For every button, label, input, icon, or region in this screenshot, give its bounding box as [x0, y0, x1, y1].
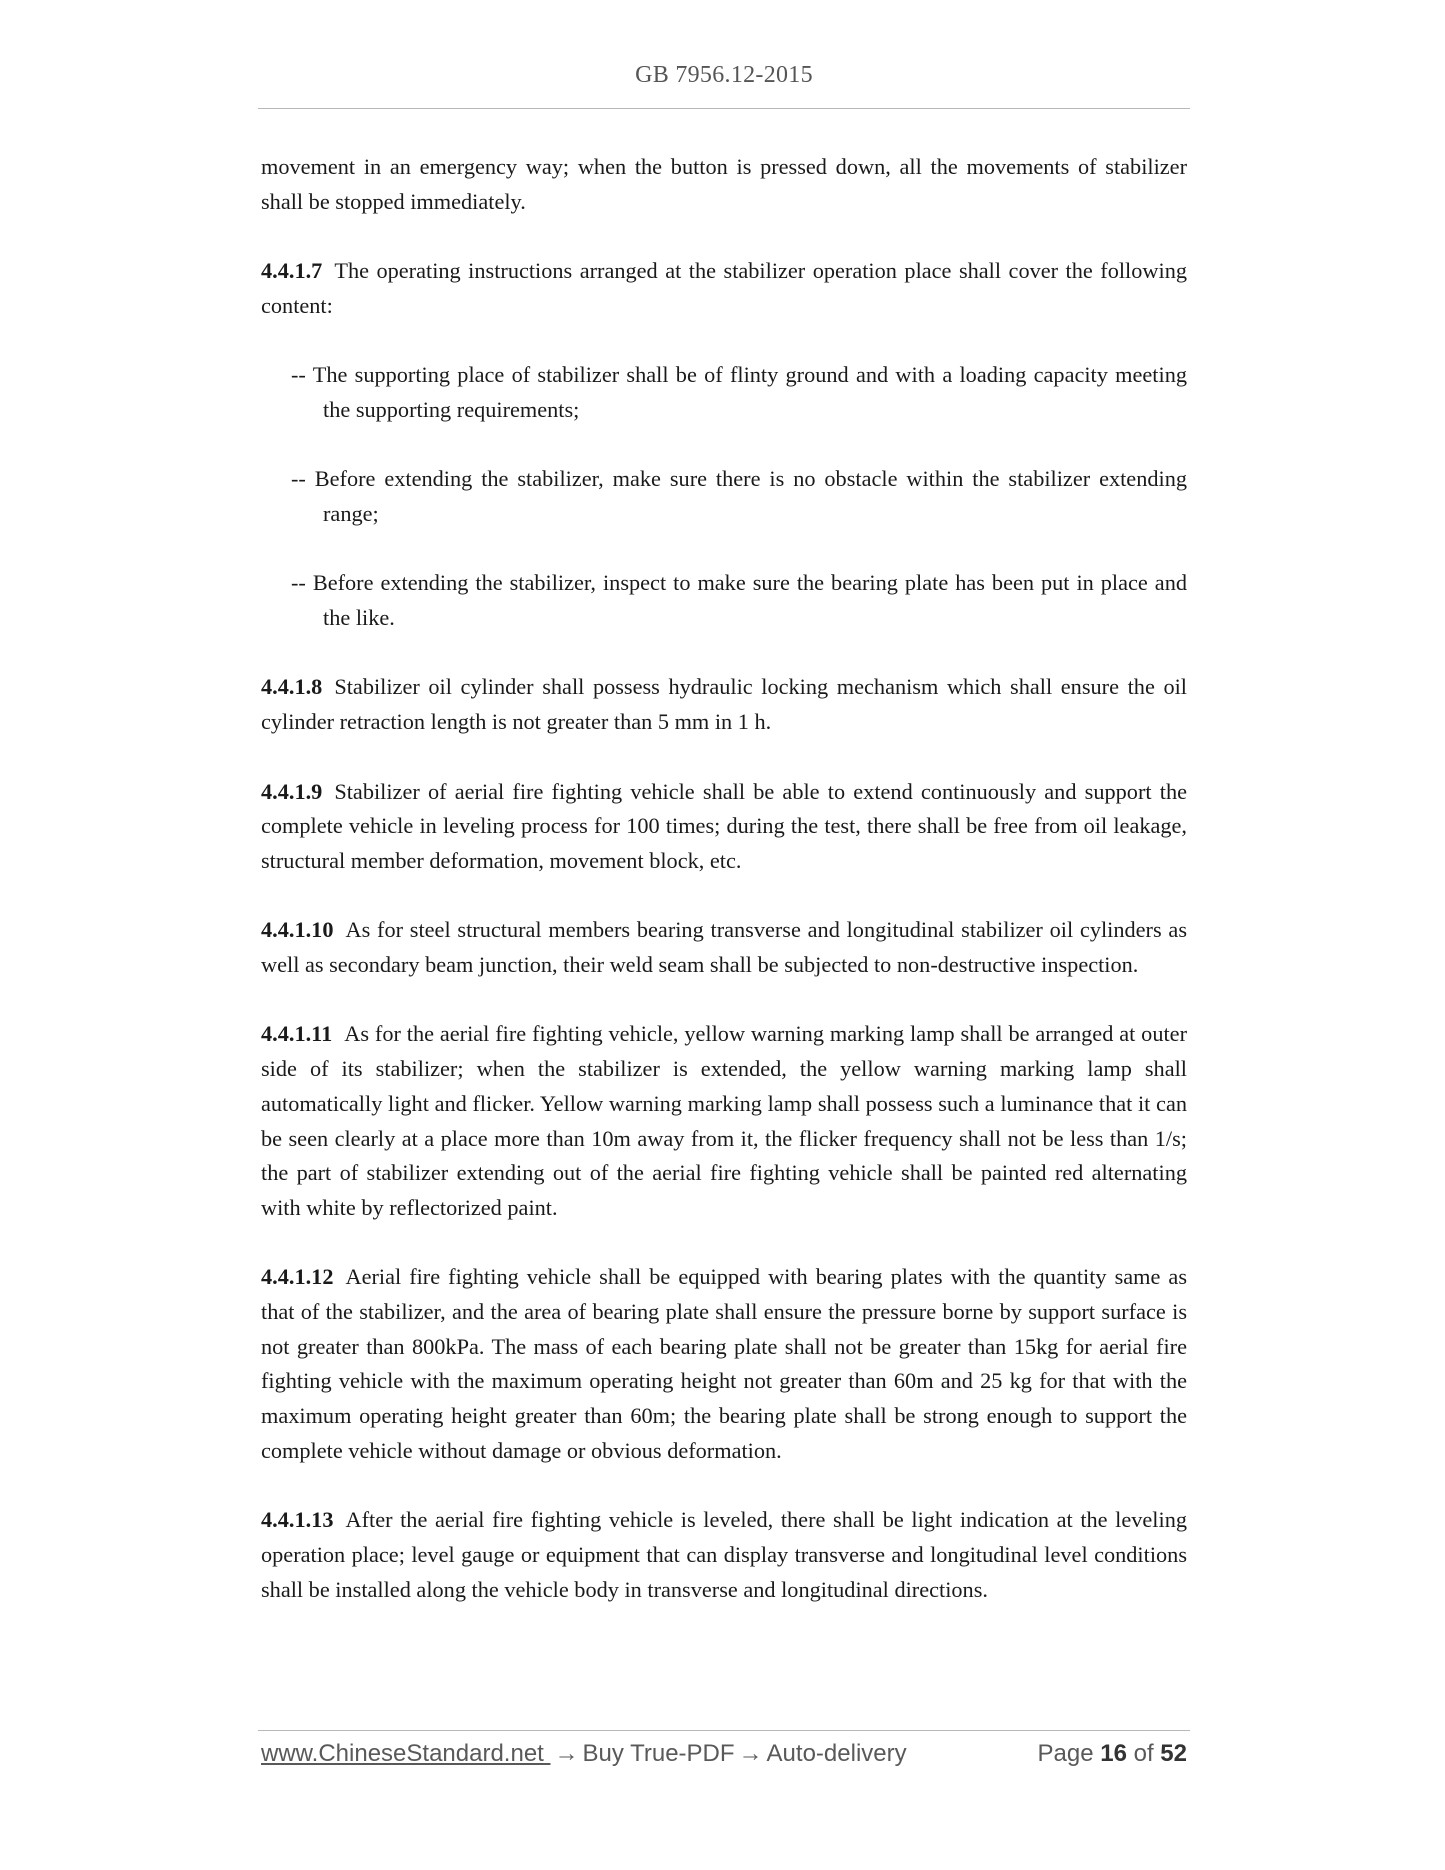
clause-number: 4.4.1.11: [261, 1021, 333, 1047]
clause-4-4-1-10: [261, 913, 1187, 982]
bullet-item: -- Before extending the stabilizer, make sure there is no obstacle within the stabilizer extending range;: [291, 466, 1187, 526]
page-indicator: [1038, 1740, 1188, 1768]
bullet-item: -- The supporting place of stabilizer shall be of flinty ground and with a loading capacity meeting the supporting requirements;: [291, 362, 1187, 422]
clause-4-4-1-7: [261, 254, 1187, 323]
header-divider: [258, 108, 1190, 109]
clause-text: Stabilizer oil cylinder shall possess hydraulic locking mechanism which shall ensure the oil cylinder retraction length is not greater than 5 mm in 1 h.: [261, 674, 1187, 735]
clause-number: 4.4.1.13: [261, 1507, 334, 1533]
clause-4-4-1-12: [261, 1260, 1187, 1468]
clause-text: After the aerial fire fighting vehicle is leveled, there shall be light indication at the leveling operation place; level gauge or equipment that can display transverse and longitudinal level conditions shall be installed along the vehicle body in transverse and longitudinal directions.: [261, 1507, 1187, 1602]
clause-text: Stabilizer of aerial fire fighting vehicle shall be able to extend continuously and support the complete vehicle in leveling process for 100 times; during the test, there shall be free from oil leakage, structural member deformation, movement block, etc.: [261, 778, 1187, 873]
document-header: [258, 62, 1190, 89]
clause-text: Aerial fire fighting vehicle shall be equipped with bearing plates with the quantity same as that of the stabilizer, and the area of bearing plate shall ensure the pressure borne by support surface is not greater than 800kPa. The mass of each bearing plate shall not be greater than 15kg for aerial fire fighting vehicle with the maximum operating height not greater than 60m and 25 kg for that with the maximum operating height greater than 60m; the bearing plate shall be strong enough to support the complete vehicle without damage or obvious deformation.: [261, 1264, 1187, 1463]
clause-number: 4.4.1.7: [261, 258, 323, 284]
footer-divider: [258, 1730, 1190, 1731]
clause-text: As for the aerial fire fighting vehicle, yellow warning marking lamp shall be arranged at outer side of its stabilizer; when the stabilizer is extended, the yellow warning marking lamp shall automatically light and flicker. Yellow warning marking lamp shall possess such a luminance that it can be seen clearly at a place more than 10m away from it, the flicker frequency shall not be less than 1/s; the part of stabilizer extending out of the aerial fire fighting vehicle shall be painted red alternating with white by reflectorized paint.: [261, 1021, 1187, 1220]
clause-4-4-1-8: [261, 670, 1187, 739]
buy-pdf-text: Buy True-PDF: [582, 1740, 735, 1767]
clause-4-4-1-13: [261, 1503, 1187, 1607]
clause-number: 4.4.1.12: [261, 1264, 334, 1290]
clause-number: 4.4.1.9: [261, 778, 323, 804]
clause-text: The operating instructions arranged at the stabilizer operation place shall cover the following content:: [261, 258, 1187, 318]
of-label: of: [1133, 1740, 1154, 1767]
standard-code: GB 7956.12-2015: [635, 62, 813, 88]
current-page: 16: [1100, 1740, 1127, 1767]
clause-number: 4.4.1.10: [261, 917, 334, 943]
clause-number: 4.4.1.8: [261, 674, 323, 700]
clause-4-4-1-11: [261, 1017, 1187, 1225]
clause-4-4-1-9: [261, 775, 1187, 879]
continued-paragraph: movement in an emergency way; when the button is pressed down, all the movements of stabilizer shall be stopped immediately.: [261, 154, 1187, 214]
document-body: [261, 150, 1187, 1642]
bullet-item: -- Before extending the stabilizer, inspect to make sure the bearing plate has been put in place and the like.: [291, 570, 1187, 631]
arrow-right-icon: →: [554, 1740, 579, 1767]
auto-delivery-text: Auto-delivery: [766, 1740, 907, 1767]
page-label: Page: [1037, 1740, 1094, 1767]
total-pages: 52: [1160, 1740, 1187, 1767]
site-link[interactable]: www.ChineseStandard.net: [261, 1740, 551, 1767]
footer-links: [261, 1740, 907, 1768]
clause-text: As for steel structural members bearing transverse and longitudinal stabilizer oil cylinders as well as secondary beam junction, their weld seam shall be subjected to non-destructive inspection.: [261, 917, 1187, 978]
page-footer: [261, 1740, 1187, 1776]
arrow-right-icon: →: [738, 1740, 763, 1767]
